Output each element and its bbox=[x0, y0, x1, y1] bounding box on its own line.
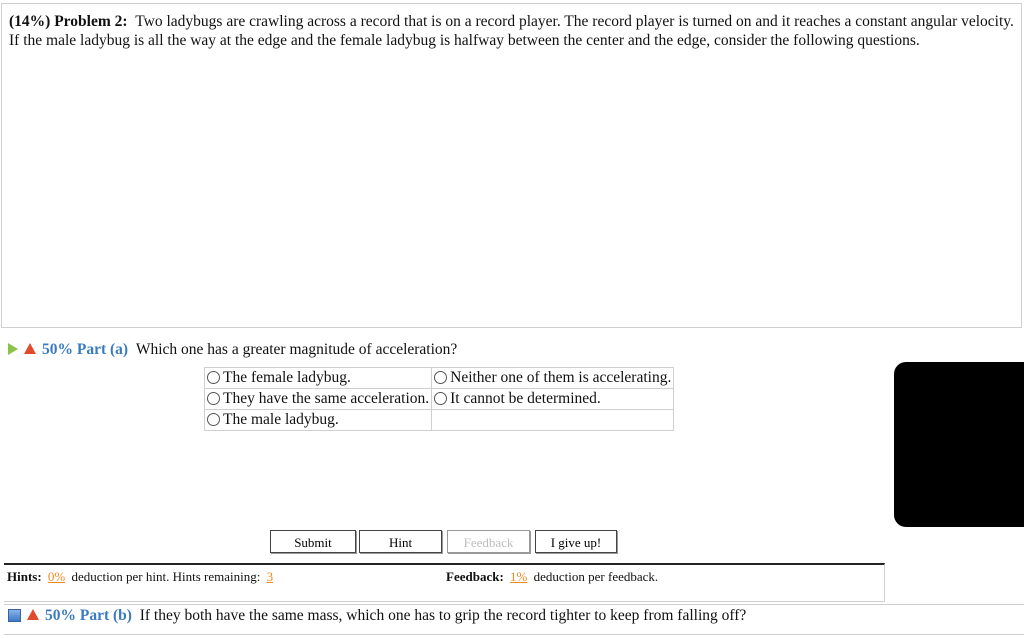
part-a-percent: 50% bbox=[42, 341, 73, 358]
part-b-question: If they both have the same mass, which one has to grip the record tighter to keep from falling off? bbox=[139, 607, 747, 624]
feedback-button: Feedback bbox=[447, 530, 530, 553]
radio-button[interactable] bbox=[434, 371, 447, 384]
problem-text bbox=[9, 12, 1014, 50]
problem-body: Two ladybugs are crawling across a record that is on a record player. The record player is turned on and it reaches a constant angular velocity. If the male ladybug is all the way at the edge and the female ladybug is halfway between the center and the edge, consider the following questions. bbox=[9, 13, 1014, 49]
problem-statement-box bbox=[1, 3, 1022, 328]
choice-row bbox=[205, 389, 674, 410]
answer-choices-table bbox=[204, 367, 674, 431]
radio-button[interactable] bbox=[207, 392, 220, 405]
warning-icon bbox=[24, 343, 36, 354]
part-a-question: Which one has a greater magnitude of acceleration? bbox=[135, 341, 458, 358]
feedback-text: deduction per feedback. bbox=[533, 569, 659, 584]
problem-percent: (14%) bbox=[9, 13, 51, 30]
hints-remaining-value: 3 bbox=[266, 569, 274, 584]
feedback-label: Feedback: bbox=[446, 569, 504, 584]
choice-row bbox=[205, 368, 674, 389]
hints-info bbox=[7, 569, 276, 585]
hint-deduction-value: 0% bbox=[47, 569, 66, 584]
choice-label: It cannot be determined. bbox=[450, 390, 601, 407]
feedback-info bbox=[446, 569, 658, 585]
part-a-label: Part (a) bbox=[76, 341, 129, 358]
hints-feedback-panel bbox=[4, 563, 885, 602]
choice-same[interactable] bbox=[205, 389, 432, 410]
divider bbox=[4, 634, 1024, 635]
hint-button[interactable]: Hint bbox=[359, 530, 442, 553]
redacted-overlay bbox=[894, 362, 1024, 527]
part-b-percent: 50% bbox=[45, 607, 76, 624]
empty-cell bbox=[432, 410, 674, 431]
part-b-label: Part (b) bbox=[79, 607, 132, 624]
choice-label: Neither one of them is accelerating. bbox=[450, 369, 672, 386]
choice-label: The male ladybug. bbox=[223, 411, 339, 428]
choice-neither[interactable] bbox=[432, 368, 674, 389]
submit-button[interactable]: Submit bbox=[270, 530, 356, 553]
radio-button[interactable] bbox=[207, 371, 220, 384]
give-up-button[interactable]: I give up! bbox=[535, 530, 617, 553]
radio-button[interactable] bbox=[434, 392, 447, 405]
divider bbox=[4, 604, 1024, 605]
collapsed-part-icon[interactable] bbox=[8, 609, 21, 622]
radio-button[interactable] bbox=[207, 413, 220, 426]
choice-label: The female ladybug. bbox=[223, 369, 351, 386]
choice-female[interactable] bbox=[205, 368, 432, 389]
choice-row bbox=[205, 410, 674, 431]
hints-text: deduction per hint. Hints remaining: bbox=[71, 569, 261, 584]
choice-male[interactable] bbox=[205, 410, 432, 431]
expand-play-icon[interactable] bbox=[8, 343, 18, 355]
feedback-deduction-value: 1% bbox=[510, 569, 528, 584]
part-a-header[interactable] bbox=[8, 340, 457, 360]
part-b-header[interactable] bbox=[8, 606, 746, 626]
choice-cannot-determine[interactable] bbox=[432, 389, 674, 410]
warning-icon bbox=[27, 609, 39, 620]
hints-label: Hints: bbox=[7, 569, 42, 584]
choice-label: They have the same acceleration. bbox=[223, 390, 430, 407]
problem-label: Problem 2: bbox=[54, 13, 128, 30]
